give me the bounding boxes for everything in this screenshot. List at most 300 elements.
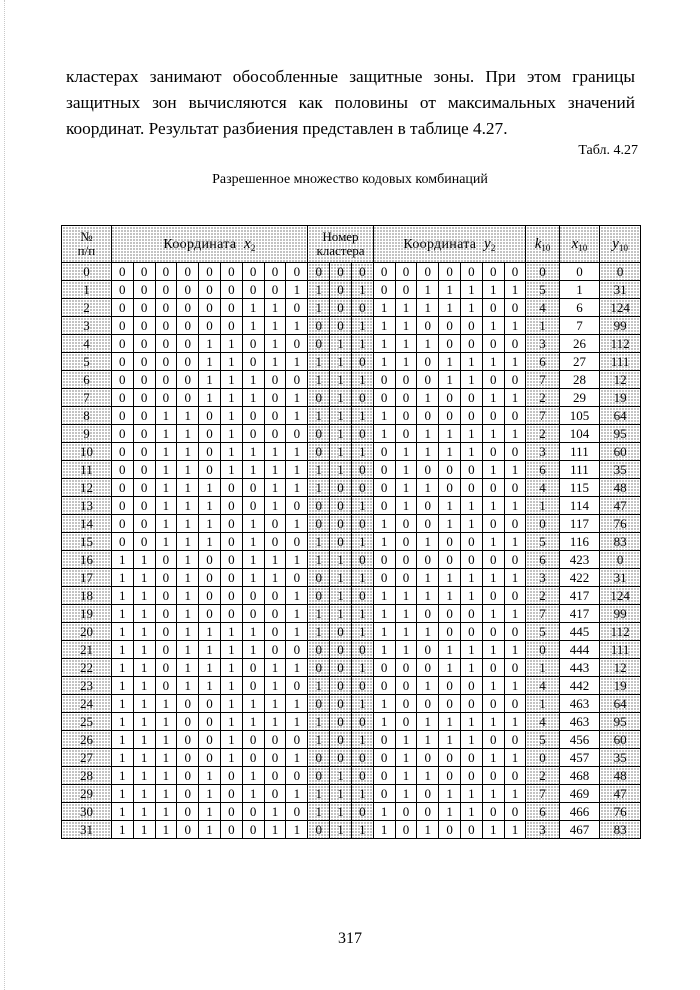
x2-bit-cell: 0 <box>155 587 177 605</box>
cluster-bit-cell: 1 <box>330 803 352 821</box>
x2-bit-cell: 0 <box>111 461 133 479</box>
x2-bit-cell: 0 <box>220 299 242 317</box>
y2-bit-cell: 0 <box>504 803 526 821</box>
x2-bit-cell: 1 <box>133 551 155 569</box>
y2-bit-cell: 0 <box>373 479 395 497</box>
x2-bit-cell: 1 <box>177 461 199 479</box>
header-k10-var: k <box>534 236 542 252</box>
x2-bit-cell: 0 <box>286 677 308 695</box>
x2-bit-cell: 1 <box>286 479 308 497</box>
x2-bit-cell: 1 <box>155 443 177 461</box>
table-row <box>62 677 641 695</box>
x2-bit-cell: 0 <box>133 515 155 533</box>
cluster-bit-cell: 1 <box>351 695 373 713</box>
x2-bit-cell: 1 <box>133 623 155 641</box>
cluster-bit-cell: 0 <box>330 479 352 497</box>
x10-cell: 457 <box>559 749 600 767</box>
x2-bit-cell: 1 <box>286 443 308 461</box>
x2-bit-cell: 1 <box>242 389 264 407</box>
cluster-bit-cell: 1 <box>351 407 373 425</box>
y2-bit-cell: 0 <box>460 821 482 839</box>
y2-bit-cell: 1 <box>482 713 504 731</box>
k10-cell: 4 <box>526 713 559 731</box>
y2-bit-cell: 1 <box>417 533 439 551</box>
y2-bit-cell: 0 <box>482 803 504 821</box>
cluster-bit-cell: 1 <box>308 299 330 317</box>
x2-bit-cell: 1 <box>264 443 286 461</box>
x2-bit-cell: 0 <box>155 281 177 299</box>
x2-bit-cell: 1 <box>220 677 242 695</box>
x2-bit-cell: 1 <box>111 695 133 713</box>
row-number-cell: 1 <box>62 281 112 299</box>
y2-bit-cell: 1 <box>373 335 395 353</box>
x2-bit-cell: 0 <box>264 641 286 659</box>
y2-bit-cell: 0 <box>460 533 482 551</box>
row-number-cell: 12 <box>62 479 112 497</box>
x2-bit-cell: 0 <box>242 479 264 497</box>
table-row <box>62 497 641 515</box>
x2-bit-cell: 1 <box>286 407 308 425</box>
y2-bit-cell: 1 <box>439 587 461 605</box>
cluster-bit-cell: 1 <box>330 371 352 389</box>
y2-bit-cell: 1 <box>482 389 504 407</box>
x2-bit-cell: 0 <box>199 461 221 479</box>
cluster-bit-cell: 1 <box>308 281 330 299</box>
k10-cell: 5 <box>526 533 559 551</box>
x2-bit-cell: 1 <box>286 551 308 569</box>
x2-bit-cell: 0 <box>133 371 155 389</box>
header-coordinate-x-label: Координата <box>163 236 237 252</box>
cluster-bit-cell: 0 <box>330 533 352 551</box>
header-cluster <box>308 226 373 263</box>
x2-bit-cell: 0 <box>177 785 199 803</box>
cluster-bit-cell: 0 <box>351 551 373 569</box>
x2-bit-cell: 0 <box>199 713 221 731</box>
table-row <box>62 533 641 551</box>
row-number-cell: 15 <box>62 533 112 551</box>
x2-bit-cell: 0 <box>264 389 286 407</box>
y2-bit-cell: 1 <box>460 659 482 677</box>
k10-cell: 2 <box>526 767 559 785</box>
x2-bit-cell: 1 <box>199 389 221 407</box>
y2-bit-cell: 1 <box>482 677 504 695</box>
y2-bit-cell: 1 <box>395 317 417 335</box>
cluster-bit-cell: 1 <box>330 551 352 569</box>
y2-bit-cell: 0 <box>482 587 504 605</box>
x2-bit-cell: 0 <box>155 389 177 407</box>
k10-cell: 6 <box>526 461 559 479</box>
y2-bit-cell: 0 <box>395 569 417 587</box>
x2-bit-cell: 0 <box>155 569 177 587</box>
y2-bit-cell: 0 <box>460 623 482 641</box>
x2-bit-cell: 1 <box>111 731 133 749</box>
x2-bit-cell: 0 <box>220 281 242 299</box>
y2-bit-cell: 0 <box>460 263 482 281</box>
x10-cell: 445 <box>559 623 600 641</box>
k10-cell: 1 <box>526 317 559 335</box>
cluster-bit-cell: 1 <box>330 785 352 803</box>
x2-bit-cell: 0 <box>177 335 199 353</box>
x2-bit-cell: 1 <box>199 659 221 677</box>
x2-bit-cell: 0 <box>133 281 155 299</box>
x10-cell: 466 <box>559 803 600 821</box>
x2-bit-cell: 0 <box>177 731 199 749</box>
y2-bit-cell: 1 <box>395 605 417 623</box>
x10-cell: 463 <box>559 713 600 731</box>
x2-bit-cell: 0 <box>220 551 242 569</box>
y2-bit-cell: 0 <box>439 677 461 695</box>
x2-bit-cell: 1 <box>155 425 177 443</box>
x2-bit-cell: 0 <box>242 659 264 677</box>
x10-cell: 423 <box>559 551 600 569</box>
x2-bit-cell: 1 <box>155 731 177 749</box>
y2-bit-cell: 0 <box>504 263 526 281</box>
x2-bit-cell: 0 <box>111 335 133 353</box>
table-row <box>62 317 641 335</box>
paragraph-line: кластерах занимают обособленные защитные зоны. При этом границы <box>66 67 635 86</box>
x2-bit-cell: 1 <box>111 803 133 821</box>
x2-bit-cell: 1 <box>220 335 242 353</box>
x2-bit-cell: 0 <box>242 803 264 821</box>
x2-bit-cell: 1 <box>264 713 286 731</box>
x2-bit-cell: 1 <box>177 479 199 497</box>
x2-bit-cell: 0 <box>133 461 155 479</box>
x2-bit-cell: 0 <box>133 425 155 443</box>
y2-bit-cell: 1 <box>417 335 439 353</box>
table-label: Табл. 4.27 <box>578 143 638 158</box>
y2-bit-cell: 0 <box>395 389 417 407</box>
y10-cell: 60 <box>600 731 641 749</box>
table-row <box>62 407 641 425</box>
y2-bit-cell: 1 <box>395 479 417 497</box>
y2-bit-cell: 0 <box>395 695 417 713</box>
cluster-bit-cell: 0 <box>351 425 373 443</box>
x2-bit-cell: 1 <box>220 371 242 389</box>
table-row <box>62 443 641 461</box>
x2-bit-cell: 1 <box>199 767 221 785</box>
y2-bit-cell: 1 <box>395 443 417 461</box>
y2-bit-cell: 0 <box>395 425 417 443</box>
y2-bit-cell: 0 <box>504 695 526 713</box>
cluster-bit-cell: 0 <box>351 263 373 281</box>
x2-bit-cell: 0 <box>199 407 221 425</box>
x2-bit-cell: 1 <box>242 641 264 659</box>
x2-bit-cell: 0 <box>199 263 221 281</box>
row-number-cell: 26 <box>62 731 112 749</box>
cluster-bit-cell: 0 <box>351 713 373 731</box>
x2-bit-cell: 1 <box>242 767 264 785</box>
x2-bit-cell: 1 <box>242 713 264 731</box>
row-number-cell: 25 <box>62 713 112 731</box>
k10-cell: 4 <box>526 299 559 317</box>
x10-cell: 28 <box>559 371 600 389</box>
row-number-cell: 31 <box>62 821 112 839</box>
y2-bit-cell: 1 <box>482 749 504 767</box>
y2-bit-cell: 1 <box>439 515 461 533</box>
table-row <box>62 749 641 767</box>
cluster-bit-cell: 0 <box>351 749 373 767</box>
cluster-bit-cell: 1 <box>308 605 330 623</box>
x2-bit-cell: 1 <box>199 371 221 389</box>
y2-bit-cell: 1 <box>482 569 504 587</box>
y2-bit-cell: 1 <box>460 515 482 533</box>
cluster-bit-cell: 1 <box>308 713 330 731</box>
cluster-bit-cell: 0 <box>330 695 352 713</box>
y10-cell: 19 <box>600 389 641 407</box>
x2-bit-cell: 1 <box>286 281 308 299</box>
table-row <box>62 371 641 389</box>
y2-bit-cell: 1 <box>460 281 482 299</box>
y10-cell: 64 <box>600 407 641 425</box>
x2-bit-cell: 1 <box>111 749 133 767</box>
y10-cell: 31 <box>600 281 641 299</box>
y2-bit-cell: 0 <box>460 461 482 479</box>
y2-bit-cell: 1 <box>460 299 482 317</box>
y2-bit-cell: 0 <box>482 371 504 389</box>
y2-bit-cell: 1 <box>460 425 482 443</box>
y2-bit-cell: 1 <box>439 371 461 389</box>
x2-bit-cell: 0 <box>242 263 264 281</box>
table-row <box>62 803 641 821</box>
cluster-bit-cell: 1 <box>330 335 352 353</box>
cluster-bit-cell: 0 <box>351 677 373 695</box>
x2-bit-cell: 0 <box>111 389 133 407</box>
y2-bit-cell: 0 <box>504 443 526 461</box>
x2-bit-cell: 1 <box>264 677 286 695</box>
y2-bit-cell: 0 <box>482 335 504 353</box>
y10-cell: 0 <box>600 551 641 569</box>
x2-bit-cell: 0 <box>177 317 199 335</box>
x2-bit-cell: 1 <box>242 785 264 803</box>
cluster-bit-cell: 1 <box>330 587 352 605</box>
x2-bit-cell: 0 <box>264 515 286 533</box>
y2-bit-cell: 0 <box>482 731 504 749</box>
x2-bit-cell: 0 <box>177 695 199 713</box>
cluster-bit-cell: 1 <box>351 785 373 803</box>
x2-bit-cell: 1 <box>133 821 155 839</box>
cluster-bit-cell: 1 <box>330 425 352 443</box>
k10-cell: 0 <box>526 515 559 533</box>
row-number-cell: 7 <box>62 389 112 407</box>
y2-bit-cell: 0 <box>395 821 417 839</box>
x2-bit-cell: 1 <box>199 353 221 371</box>
y2-bit-cell: 1 <box>395 623 417 641</box>
y2-bit-cell: 0 <box>395 263 417 281</box>
x2-bit-cell: 1 <box>177 677 199 695</box>
row-number-cell: 21 <box>62 641 112 659</box>
x2-bit-cell: 1 <box>199 677 221 695</box>
y2-bit-cell: 0 <box>504 299 526 317</box>
header-coordinate-x <box>111 226 307 263</box>
x2-bit-cell: 0 <box>155 263 177 281</box>
cluster-bit-cell: 0 <box>308 317 330 335</box>
x2-bit-cell: 0 <box>242 731 264 749</box>
table-row <box>62 479 641 497</box>
cluster-bit-cell: 0 <box>351 389 373 407</box>
x2-bit-cell: 0 <box>220 569 242 587</box>
y2-bit-cell: 1 <box>395 461 417 479</box>
header-number-abbr: п/п <box>77 243 96 258</box>
x2-bit-cell: 0 <box>199 281 221 299</box>
cluster-bit-cell: 0 <box>330 299 352 317</box>
y2-bit-cell: 0 <box>504 479 526 497</box>
y10-cell: 112 <box>600 335 641 353</box>
row-number-cell: 18 <box>62 587 112 605</box>
cluster-bit-cell: 0 <box>330 641 352 659</box>
k10-cell: 5 <box>526 623 559 641</box>
y2-bit-cell: 0 <box>460 677 482 695</box>
y2-bit-cell: 1 <box>460 497 482 515</box>
paragraph-line: защитных зон вычисляются как половины от максимальных значений <box>66 93 635 112</box>
x2-bit-cell: 1 <box>111 641 133 659</box>
x2-bit-cell: 1 <box>133 677 155 695</box>
x10-cell: 117 <box>559 515 600 533</box>
table-row <box>62 569 641 587</box>
y10-cell: 124 <box>600 587 641 605</box>
x2-bit-cell: 1 <box>133 605 155 623</box>
cluster-bit-cell: 1 <box>330 605 352 623</box>
y2-bit-cell: 1 <box>482 785 504 803</box>
x2-bit-cell: 0 <box>220 317 242 335</box>
x2-bit-cell: 0 <box>155 371 177 389</box>
cluster-bit-cell: 0 <box>330 515 352 533</box>
y2-bit-cell: 1 <box>482 821 504 839</box>
row-number-cell: 9 <box>62 425 112 443</box>
x2-bit-cell: 0 <box>264 785 286 803</box>
y2-bit-cell: 1 <box>439 659 461 677</box>
y2-bit-cell: 0 <box>482 407 504 425</box>
cluster-bit-cell: 1 <box>308 551 330 569</box>
y2-bit-cell: 1 <box>395 641 417 659</box>
x2-bit-cell: 0 <box>155 551 177 569</box>
cluster-bit-cell: 0 <box>351 803 373 821</box>
k10-cell: 4 <box>526 479 559 497</box>
x2-bit-cell: 0 <box>177 767 199 785</box>
x2-bit-cell: 0 <box>264 623 286 641</box>
x2-bit-cell: 0 <box>155 623 177 641</box>
y2-bit-cell: 0 <box>504 515 526 533</box>
x2-bit-cell: 0 <box>242 605 264 623</box>
y2-bit-cell: 0 <box>373 749 395 767</box>
x2-bit-cell: 0 <box>264 605 286 623</box>
x2-bit-cell: 1 <box>177 641 199 659</box>
x2-bit-cell: 0 <box>242 677 264 695</box>
x2-bit-cell: 0 <box>242 587 264 605</box>
x2-bit-cell: 0 <box>155 677 177 695</box>
y2-bit-cell: 1 <box>439 785 461 803</box>
x2-bit-cell: 0 <box>111 299 133 317</box>
y10-cell: 111 <box>600 353 641 371</box>
x2-bit-cell: 1 <box>111 677 133 695</box>
y2-bit-cell: 0 <box>439 389 461 407</box>
row-number-cell: 17 <box>62 569 112 587</box>
y2-bit-cell: 1 <box>395 335 417 353</box>
x2-bit-cell: 0 <box>177 749 199 767</box>
y2-bit-cell: 1 <box>373 587 395 605</box>
x2-bit-cell: 1 <box>133 767 155 785</box>
x2-bit-cell: 1 <box>199 785 221 803</box>
y2-bit-cell: 0 <box>417 497 439 515</box>
k10-cell: 2 <box>526 389 559 407</box>
cluster-bit-cell: 1 <box>351 497 373 515</box>
y10-cell: 48 <box>600 767 641 785</box>
x2-bit-cell: 1 <box>264 551 286 569</box>
y2-bit-cell: 0 <box>439 317 461 335</box>
row-number-cell: 11 <box>62 461 112 479</box>
header-coordinate-y-var: y <box>483 235 491 252</box>
k10-cell: 5 <box>526 281 559 299</box>
x2-bit-cell: 1 <box>177 659 199 677</box>
cluster-bit-cell: 1 <box>308 533 330 551</box>
y10-cell: 19 <box>600 677 641 695</box>
y2-bit-cell: 0 <box>417 353 439 371</box>
y2-bit-cell: 0 <box>373 389 395 407</box>
x2-bit-cell: 1 <box>286 749 308 767</box>
row-number-cell: 23 <box>62 677 112 695</box>
y2-bit-cell: 1 <box>417 569 439 587</box>
x2-bit-cell: 1 <box>286 623 308 641</box>
cluster-bit-cell: 1 <box>351 821 373 839</box>
row-number-cell: 0 <box>62 263 112 281</box>
k10-cell: 3 <box>526 443 559 461</box>
y2-bit-cell: 1 <box>504 605 526 623</box>
x10-cell: 442 <box>559 677 600 695</box>
cluster-bit-cell: 1 <box>351 605 373 623</box>
x2-bit-cell: 1 <box>155 695 177 713</box>
x2-bit-cell: 1 <box>242 569 264 587</box>
x2-bit-cell: 1 <box>264 479 286 497</box>
x2-bit-cell: 1 <box>264 353 286 371</box>
x2-bit-cell: 0 <box>155 299 177 317</box>
table-row <box>62 785 641 803</box>
y2-bit-cell: 1 <box>417 299 439 317</box>
row-number-cell: 5 <box>62 353 112 371</box>
y2-bit-cell: 1 <box>373 821 395 839</box>
y2-bit-cell: 1 <box>439 281 461 299</box>
y2-bit-cell: 0 <box>504 407 526 425</box>
x10-cell: 111 <box>559 461 600 479</box>
y2-bit-cell: 1 <box>373 623 395 641</box>
y10-cell: 64 <box>600 695 641 713</box>
cluster-bit-cell: 1 <box>308 785 330 803</box>
y2-bit-cell: 1 <box>417 479 439 497</box>
y2-bit-cell: 0 <box>373 497 395 515</box>
x2-bit-cell: 1 <box>177 605 199 623</box>
x2-bit-cell: 1 <box>199 533 221 551</box>
x2-bit-cell: 1 <box>133 695 155 713</box>
y2-bit-cell: 0 <box>460 695 482 713</box>
y2-bit-cell: 1 <box>373 803 395 821</box>
y10-cell: 35 <box>600 749 641 767</box>
y2-bit-cell: 1 <box>504 641 526 659</box>
header-x10-var: x <box>571 236 579 252</box>
x2-bit-cell: 1 <box>155 713 177 731</box>
cluster-bit-cell: 0 <box>351 299 373 317</box>
x2-bit-cell: 1 <box>155 497 177 515</box>
x2-bit-cell: 1 <box>286 659 308 677</box>
row-number-cell: 29 <box>62 785 112 803</box>
x2-bit-cell: 1 <box>133 731 155 749</box>
x2-bit-cell: 1 <box>111 713 133 731</box>
x2-bit-cell: 0 <box>111 353 133 371</box>
cluster-bit-cell: 0 <box>330 497 352 515</box>
row-number-cell: 6 <box>62 371 112 389</box>
y2-bit-cell: 0 <box>417 461 439 479</box>
row-number-cell: 4 <box>62 335 112 353</box>
y2-bit-cell: 1 <box>504 821 526 839</box>
cluster-bit-cell: 0 <box>351 641 373 659</box>
x2-bit-cell: 0 <box>220 785 242 803</box>
